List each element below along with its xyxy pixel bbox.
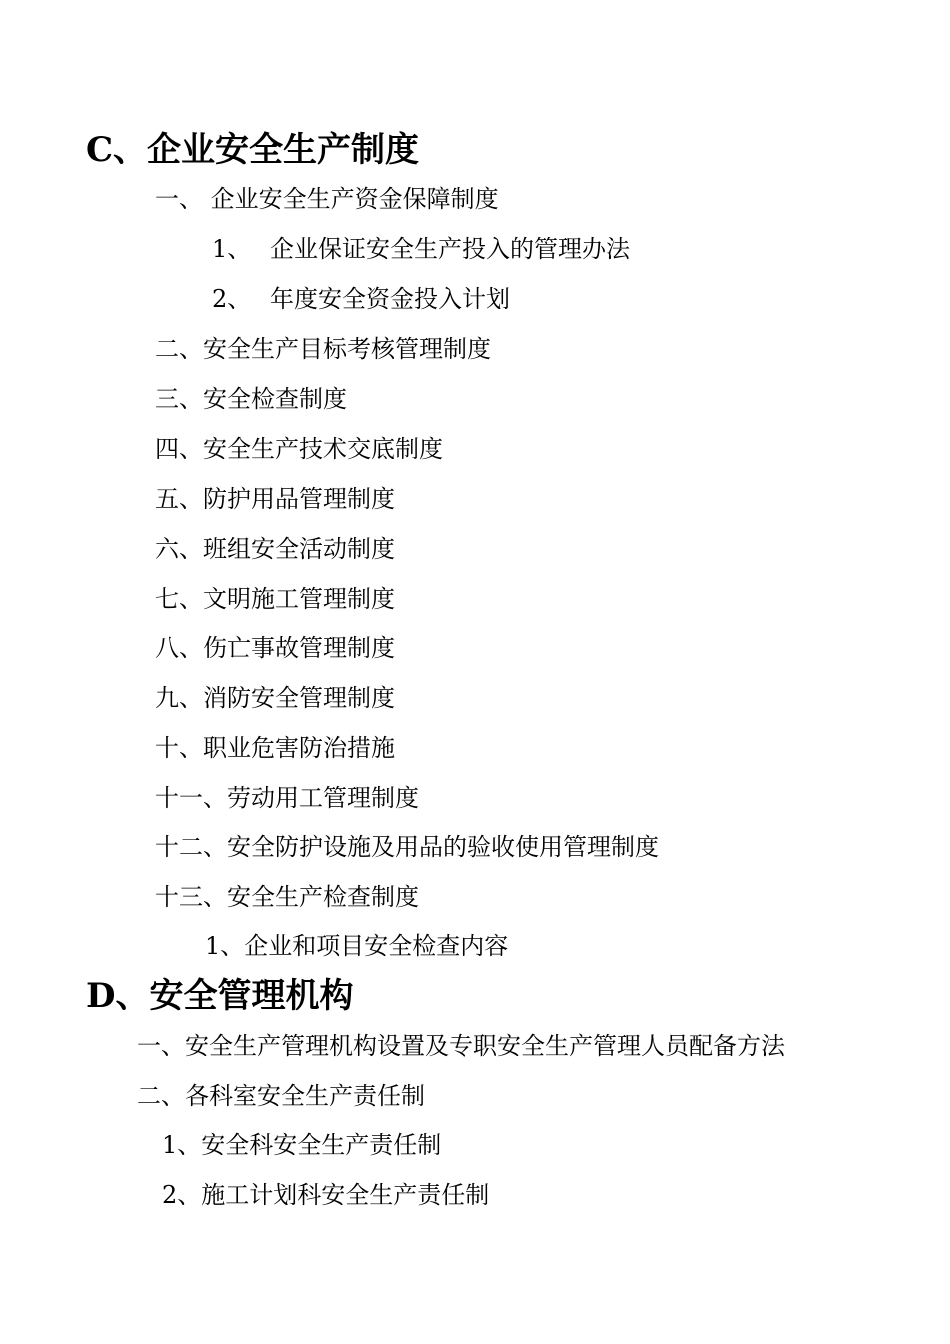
toc-subitem-number: 1、 (212, 235, 252, 263)
toc-item-c-4: 四、安全生产技术交底制度 (155, 435, 443, 463)
toc-item-c-9: 九、消防安全管理制度 (155, 684, 395, 712)
toc-subitem-c-1-1 (212, 234, 630, 264)
toc-item-c-5: 五、防护用品管理制度 (155, 485, 395, 513)
section-c-heading: C、企业安全生产制度 (86, 130, 420, 170)
toc-item-c-1: 一、 企业安全生产资金保障制度 (155, 185, 499, 213)
toc-item-d-2: 二、各科室安全生产责任制 (137, 1082, 425, 1110)
toc-subitem-label: 企业保证安全生产投入的管理办法 (270, 235, 630, 263)
toc-subitem-c-1-2 (212, 284, 510, 314)
toc-subitem-d-2-1: 1、安全科安全生产责任制 (162, 1131, 442, 1159)
toc-subitem-c-13-1: 1、企业和项目安全检查内容 (205, 932, 509, 960)
toc-item-d-1: 一、安全生产管理机构设置及专职安全生产管理人员配备方法 (137, 1032, 785, 1060)
toc-item-c-13: 十三、安全生产检查制度 (155, 883, 419, 911)
toc-item-c-3: 三、安全检查制度 (155, 385, 347, 413)
toc-subitem-number: 2、 (212, 285, 252, 313)
toc-item-c-6: 六、班组安全活动制度 (155, 535, 395, 563)
toc-item-c-2: 二、安全生产目标考核管理制度 (155, 335, 491, 363)
toc-item-c-12: 十二、安全防护设施及用品的验收使用管理制度 (155, 833, 659, 861)
toc-item-c-10: 十、职业危害防治措施 (155, 734, 395, 762)
toc-item-c-8: 八、伤亡事故管理制度 (155, 634, 395, 662)
section-d-heading: D、安全管理机构 (86, 976, 354, 1016)
toc-subitem-label: 年度安全资金投入计划 (270, 285, 510, 313)
toc-item-c-7: 七、文明施工管理制度 (155, 585, 395, 613)
toc-subitem-d-2-2: 2、施工计划科安全生产责任制 (162, 1181, 490, 1209)
toc-item-c-11: 十一、劳动用工管理制度 (155, 784, 419, 812)
